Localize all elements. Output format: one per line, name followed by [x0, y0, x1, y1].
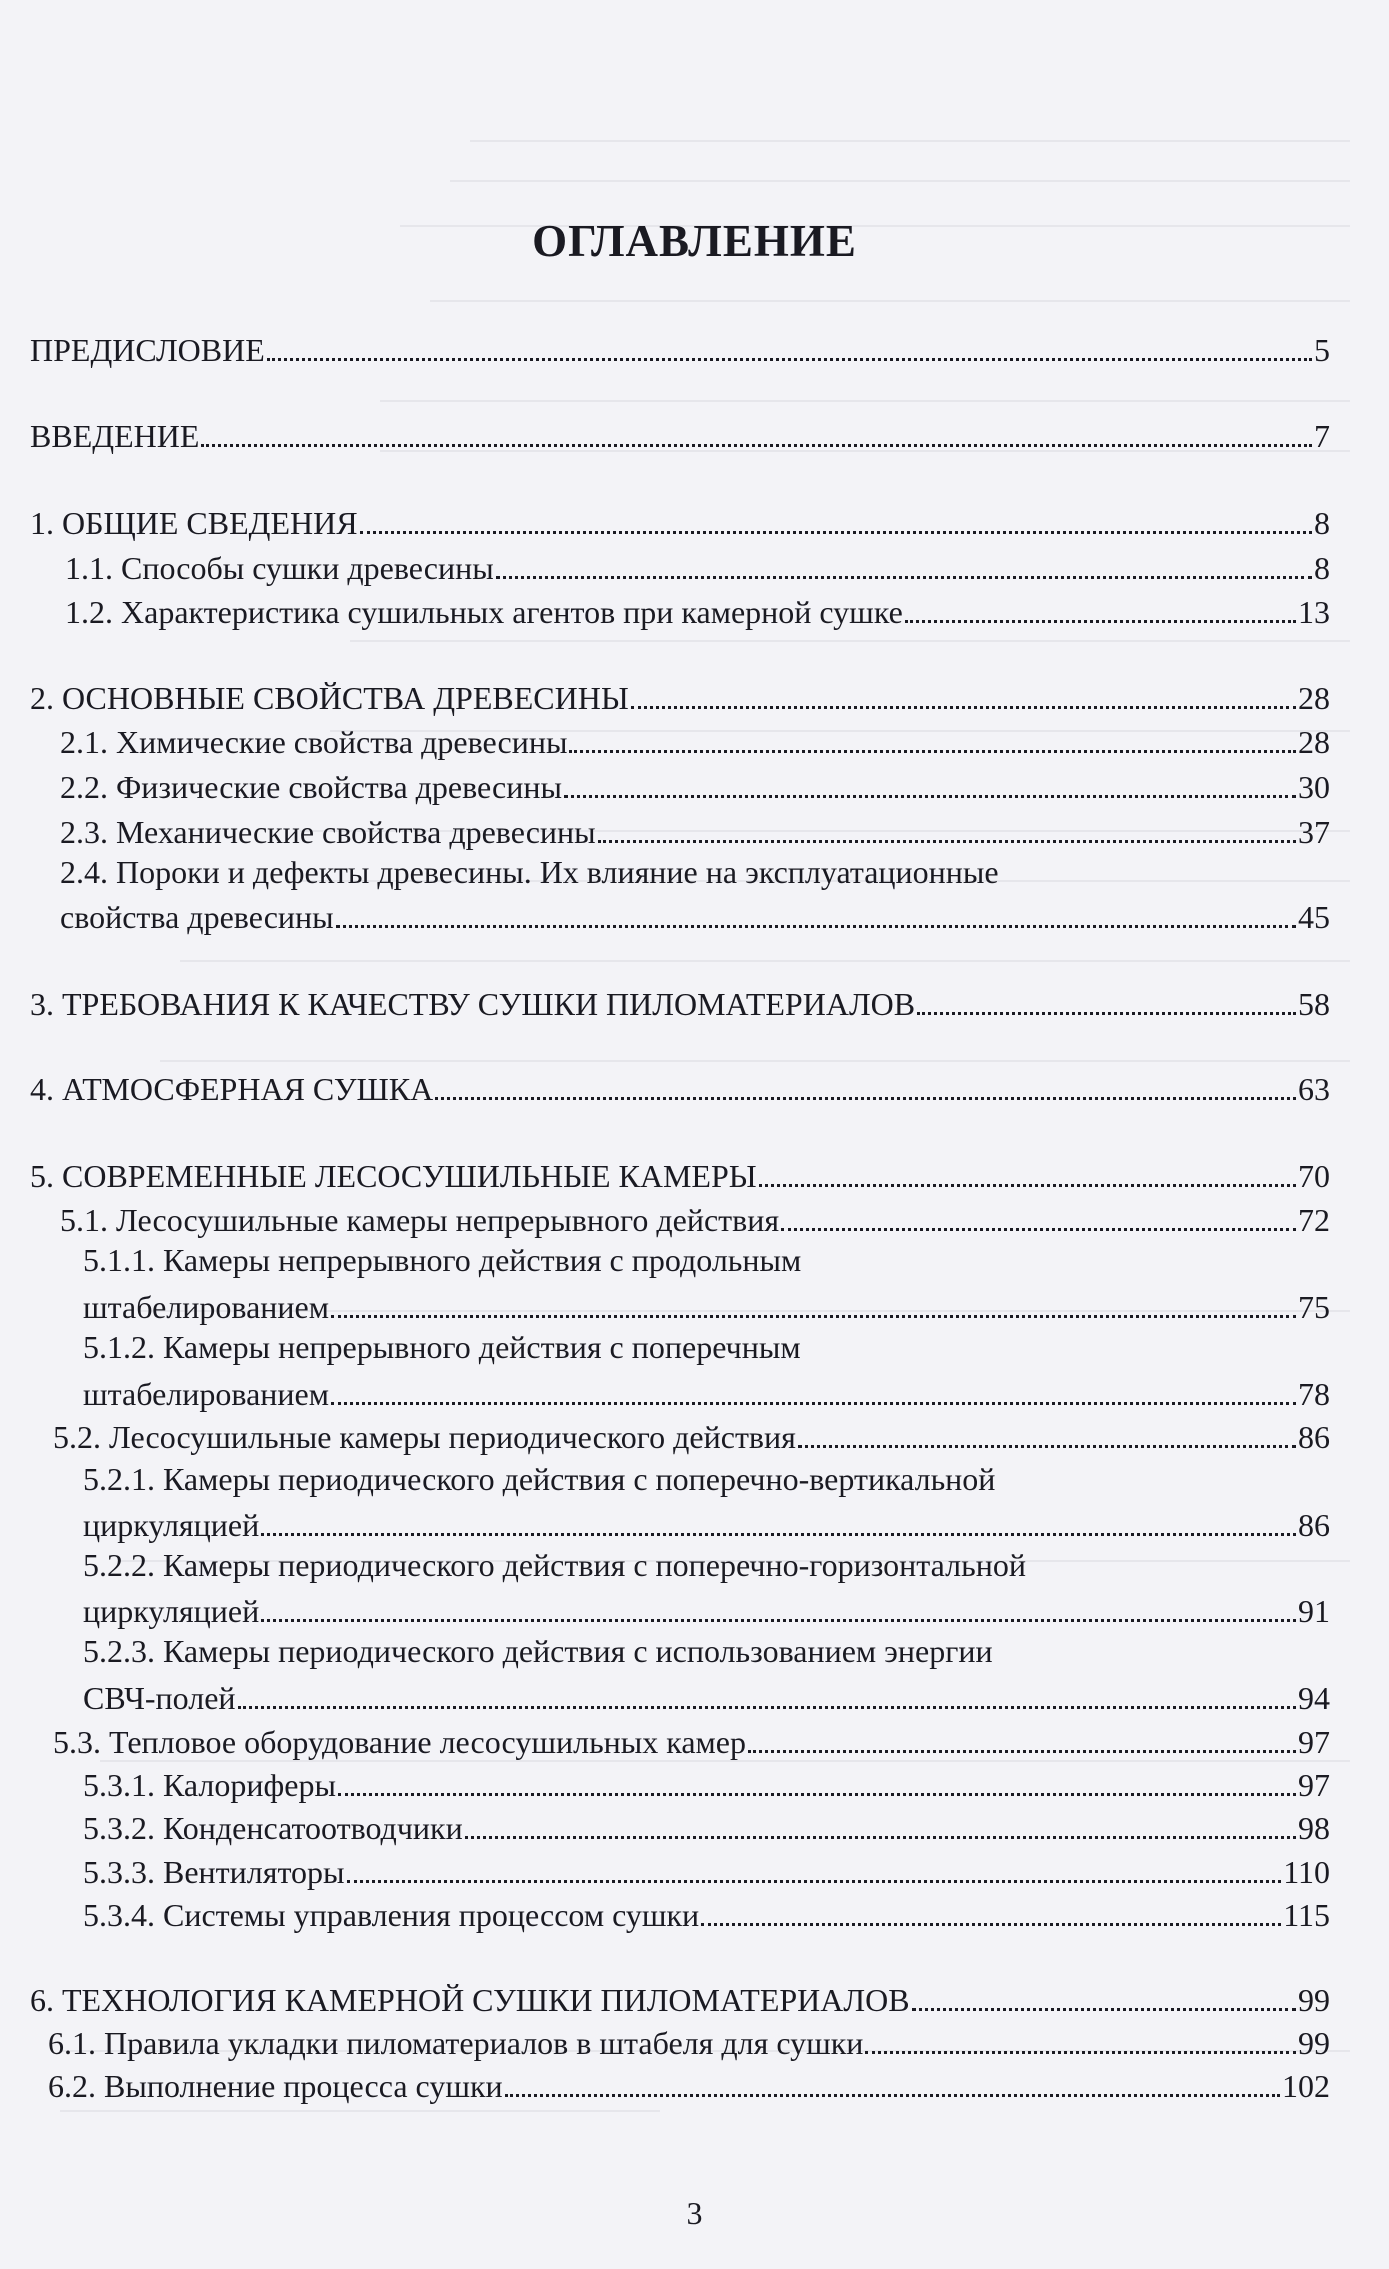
- leader-dots: [759, 1146, 1296, 1187]
- toc-entry-page: 102: [1282, 2068, 1330, 2104]
- toc-entry-label: 5.3.1. Калориферы: [83, 1767, 336, 1803]
- toc-entry-page: 91: [1298, 1593, 1330, 1629]
- toc-entry-label: 1.1. Способы сушки древесины: [65, 550, 494, 586]
- leader-dots: [917, 974, 1296, 1015]
- page-title: ОГЛАВЛЕНИЕ: [532, 216, 857, 266]
- toc-entry-page: 8: [1314, 550, 1330, 586]
- toc-entry-label: 5.2. Лесосушильные камеры периодического действия: [53, 1419, 796, 1455]
- toc-entry[interactable]: [83, 1806, 1330, 1847]
- toc-entry-first-line: 5.1.2. Камеры непрерывного действия с поперечным: [83, 1329, 801, 1365]
- leader-dots: [347, 1842, 1282, 1883]
- toc-entry-label: 5.3.4. Системы управления процессом сушки: [83, 1897, 700, 1933]
- leader-dots: [331, 1364, 1296, 1405]
- toc-entry-page: 99: [1298, 1982, 1330, 2018]
- toc-entry[interactable]: [65, 590, 1330, 631]
- toc-entry-page: 28: [1298, 680, 1330, 716]
- toc-entry[interactable]: [30, 676, 1330, 717]
- leader-dots: [798, 1407, 1296, 1448]
- toc-entry-first-line: 2.4. Пороки и дефекты древесины. Их влияние на эксплуатационные: [60, 854, 999, 890]
- toc-entry-label: 5.1. Лесосушильные камеры непрерывного действия: [60, 1202, 780, 1238]
- toc-entry-page: 94: [1298, 1680, 1330, 1716]
- toc-entry-page: 45: [1298, 899, 1330, 935]
- toc-entry-first-line: 5.2.2. Камеры периодического действия с поперечно-горизонтальной: [83, 1547, 1026, 1583]
- toc-entry-label: штабелированием: [83, 1289, 329, 1325]
- toc-entry-label: ПРЕДИСЛОВИЕ: [30, 332, 265, 368]
- toc-entry[interactable]: [60, 765, 1330, 806]
- toc-entry-page: 98: [1298, 1810, 1330, 1846]
- toc-entry-label: 6.2. Выполнение процесса сушки: [48, 2068, 503, 2104]
- toc-entry-page: 97: [1298, 1724, 1330, 1760]
- leader-dots: [781, 1190, 1296, 1231]
- toc-entry[interactable]: [83, 1676, 1330, 1717]
- toc-entry[interactable]: [30, 982, 1330, 1023]
- leader-dots: [564, 757, 1296, 798]
- toc-entry[interactable]: [48, 2064, 1330, 2105]
- leader-dots: [701, 1885, 1281, 1926]
- leader-dots: [261, 1581, 1296, 1622]
- toc-entry[interactable]: [60, 1198, 1330, 1239]
- toc-entry-label: 5.3.2. Конденсатоотводчики: [83, 1810, 463, 1846]
- leader-dots: [338, 1755, 1296, 1796]
- toc-entry-page: 115: [1283, 1897, 1330, 1933]
- toc-entry-label: штабелированием: [83, 1376, 329, 1412]
- toc-entry[interactable]: [53, 1415, 1330, 1456]
- toc-entry-page: 63: [1298, 1071, 1330, 1107]
- toc-entry-page: 110: [1283, 1854, 1330, 1890]
- leader-dots: [238, 1668, 1296, 1709]
- toc-entry-page: 75: [1298, 1289, 1330, 1325]
- toc-entry-label: СВЧ-полей: [83, 1680, 236, 1716]
- toc-entry-label: 2.2. Физические свойства древесины: [60, 769, 562, 805]
- leader-dots: [261, 1495, 1296, 1536]
- toc-entry[interactable]: [65, 546, 1330, 587]
- leader-dots: [569, 712, 1296, 753]
- leader-dots: [748, 1712, 1296, 1753]
- toc-entry-first-line: 5.2.3. Камеры периодического действия с использованием энергии: [83, 1633, 993, 1669]
- toc-entry-first-line: 5.1.1. Камеры непрерывного действия с продольным: [83, 1242, 802, 1278]
- toc-entry-page: 5: [1314, 332, 1330, 368]
- toc-entry-label: циркуляцией: [83, 1593, 260, 1629]
- toc-entry-label: 2. ОСНОВНЫЕ СВОЙСТВА ДРЕВЕСИНЫ: [30, 680, 629, 716]
- toc-entry-label: 5.3. Тепловое оборудование лесосушильных камер: [53, 1724, 746, 1760]
- toc-entry-page: 58: [1298, 986, 1330, 1022]
- toc-entry-page: 99: [1298, 2025, 1330, 2061]
- toc-entry-page: 30: [1298, 769, 1330, 805]
- page-number: 3: [686, 2195, 703, 2231]
- leader-dots: [905, 582, 1296, 623]
- leader-dots: [336, 887, 1296, 928]
- leader-dots: [201, 406, 1312, 447]
- toc-entry[interactable]: [30, 1154, 1330, 1195]
- leader-dots: [267, 320, 1312, 361]
- toc-entry-page: 28: [1298, 724, 1330, 760]
- toc-entry-label: 5. СОВРЕМЕННЫЕ ЛЕСОСУШИЛЬНЫЕ КАМЕРЫ: [30, 1158, 757, 1194]
- leader-dots: [465, 1798, 1296, 1839]
- toc-entry[interactable]: [83, 1285, 1330, 1326]
- toc-entry-label: свойства древесины: [60, 899, 334, 935]
- toc-entry-first-line: 5.2.1. Камеры периодического действия с поперечно-вертикальной: [83, 1461, 996, 1497]
- toc-entry-label: 6. ТЕХНОЛОГИЯ КАМЕРНОЙ СУШКИ ПИЛОМАТЕРИАЛОВ: [30, 1982, 910, 2018]
- toc-entry-label: 4. АТМОСФЕРНАЯ СУШКА: [30, 1071, 434, 1107]
- toc-entry-page: 72: [1298, 1202, 1330, 1238]
- toc-entry-label: 1. ОБЩИЕ СВЕДЕНИЯ: [30, 505, 358, 541]
- toc-entry-page: 8: [1314, 505, 1330, 541]
- toc-entry[interactable]: [83, 1503, 1330, 1544]
- toc-entry-page: 13: [1298, 594, 1330, 630]
- toc-entry-label: циркуляцией: [83, 1507, 260, 1543]
- leader-dots: [912, 1970, 1296, 2011]
- toc-entry-page: 86: [1298, 1419, 1330, 1455]
- toc-entry-label: 2.3. Механические свойства древесины: [60, 814, 596, 850]
- toc-entry[interactable]: [60, 810, 1330, 851]
- toc-entry-page: 97: [1298, 1767, 1330, 1803]
- leader-dots: [435, 1059, 1296, 1100]
- toc-entry-page: 7: [1314, 418, 1330, 454]
- toc-entry[interactable]: [30, 328, 1330, 369]
- leader-dots: [865, 2013, 1296, 2054]
- toc-entry-label: 1.2. Характеристика сушильных агентов при камерной сушке: [65, 594, 903, 630]
- toc-entry-label: 2.1. Химические свойства древесины: [60, 724, 568, 760]
- toc-entry[interactable]: [30, 501, 1330, 542]
- toc-entry-label: 3. ТРЕБОВАНИЯ К КАЧЕСТВУ СУШКИ ПИЛОМАТЕРИАЛОВ: [30, 986, 916, 1022]
- toc-entry-label: 6.1. Правила укладки пиломатериалов в штабеля для сушки: [48, 2025, 864, 2061]
- toc-entry[interactable]: [30, 1067, 1330, 1108]
- toc-entry-label: 5.3.3. Вентиляторы: [83, 1854, 345, 1890]
- toc-entry[interactable]: [83, 1589, 1330, 1630]
- leader-dots: [631, 668, 1296, 709]
- leader-dots: [331, 1277, 1296, 1318]
- toc-entry-label: ВВЕДЕНИЕ: [30, 418, 200, 454]
- leader-dots: [505, 2056, 1280, 2097]
- leader-dots: [360, 493, 1312, 534]
- toc-entry-page: 78: [1298, 1376, 1330, 1412]
- leader-dots: [496, 538, 1312, 579]
- leader-dots: [598, 802, 1296, 843]
- toc-entry[interactable]: [83, 1893, 1330, 1934]
- toc-entry[interactable]: [60, 720, 1330, 761]
- toc-entry[interactable]: [30, 414, 1330, 455]
- toc-entry-page: 70: [1298, 1158, 1330, 1194]
- toc-entry[interactable]: [60, 895, 1330, 936]
- toc-entry-page: 37: [1298, 814, 1330, 850]
- toc-entry-page: 86: [1298, 1507, 1330, 1543]
